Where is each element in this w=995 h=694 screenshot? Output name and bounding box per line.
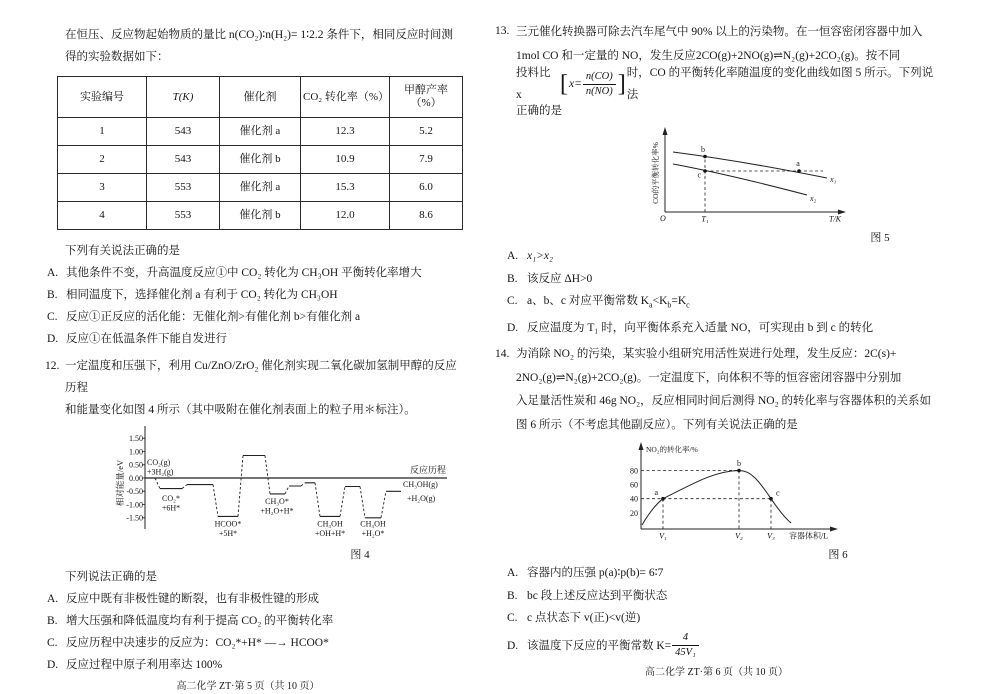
cell: 543: [147, 146, 220, 174]
cell: 12.3: [300, 118, 389, 146]
fig5-x-tick-t1: T₁: [701, 214, 709, 224]
fig4-label-start-2: +3H₂(g): [147, 467, 174, 477]
fig5-equilibrium-graph: [627, 124, 857, 224]
q13-option-d: [489, 317, 944, 340]
fig4-label-product-2: +H₂O(g): [407, 494, 436, 503]
fig5-point-a: [797, 169, 801, 173]
fig5-x-axis-label: T/K: [828, 214, 841, 224]
fig6-point-b: [737, 469, 741, 473]
cell: 10.9: [300, 146, 389, 174]
table-row: [58, 118, 463, 146]
cell: 7.9: [390, 146, 463, 174]
question-13: [489, 20, 944, 122]
option-text: 反应历程中决速步的反应为：CO₂*+H* —→ HCOO*: [66, 637, 329, 649]
fig5-label-x2: x₂: [810, 194, 817, 203]
fig6-point-a: [661, 497, 665, 501]
fraction-numerator: n(CO): [583, 71, 616, 85]
q13-line-2: 1mol CO 和一定量的 NO，发生反应2CO(g)+2NO(g)⇌N₂(g)+2CO₂(g)。按不同: [516, 50, 901, 62]
fig4-y-tick: -1.50: [126, 513, 143, 523]
option-text: 相同温度下，选择催化剂 a 有利于 CO₂ 转化为 CH₃OH: [66, 289, 338, 301]
q14d-equilibrium-constant-fraction: [672, 632, 699, 659]
q11-option-c: [30, 306, 466, 328]
q12-option-b: [30, 610, 466, 632]
fig4-y-tick: 1.00: [129, 447, 143, 457]
table-row: [58, 146, 463, 174]
fig6-point-c: [769, 497, 773, 501]
q13-line-4: 正确的是: [516, 105, 562, 117]
fig4-y-axis-label: 相对能量/eV: [115, 459, 125, 507]
figure-6: [601, 439, 944, 562]
option-label: C.: [47, 311, 58, 323]
fig4-label-product-1: CH₃OH(g): [403, 480, 438, 489]
fig6-y-tick-20: 20: [630, 509, 638, 519]
fig5-label-c: c: [697, 170, 701, 180]
cell: 3: [58, 174, 147, 202]
question-14: [489, 343, 944, 437]
col-header: 实验编号: [58, 77, 147, 118]
fig4-y-tick: -0.50: [126, 487, 143, 496]
page-6-footer: 高二化学 ZT·第 6 页（共 10 页）: [644, 666, 789, 678]
q13-line-3: 投料比 x [ x= $\frac{n(CO)}{n(NO)}$ ] 时，CO 的平衡转化率随温度的变化曲线如图 5 所示。下列说法: [516, 68, 944, 100]
q12-option-a: [30, 588, 466, 610]
option-label: D.: [507, 639, 519, 652]
option-text: [527, 290, 690, 317]
intro-line-2: 得的实验数据如下：: [65, 51, 169, 63]
option-label: A.: [507, 567, 519, 580]
q14-option-a: [489, 562, 944, 585]
fig4-energy-diagram: [110, 423, 450, 541]
fraction-denominator: n(NO): [585, 85, 613, 97]
col-header: CO₂ 转化率（%）: [300, 77, 389, 118]
option-label: A.: [47, 593, 59, 605]
fig4-label-co2ads-1: CO₂*: [162, 494, 180, 503]
option-label: B.: [507, 272, 518, 285]
fig6-x-axis-label: 容器体积/L: [789, 531, 829, 541]
fig4-label-hcoo-2: +5H*: [218, 529, 238, 538]
q11-option-b: [30, 284, 466, 306]
fig4-y-tick: -1.00: [126, 500, 143, 510]
fig6-label-b: b: [737, 459, 741, 469]
option-text: 反应过程中原子利用率达 100%: [66, 659, 223, 671]
question-number: 14.: [495, 348, 510, 361]
fig4-y-tick: 0.00: [129, 473, 143, 483]
fig5-origin: O: [660, 214, 666, 223]
option-label: A.: [507, 250, 519, 262]
q13-line3-pre: 投料比 x: [516, 67, 551, 101]
option-label: D.: [507, 321, 519, 334]
cell: 553: [147, 202, 220, 230]
q14-line-2: 2NO₂(g)⇌N₂(g)+2CO₂(g)。一定温度下，向体积不等的恒容密闭容器中分别加: [516, 371, 902, 384]
fig6-conversion-graph: [601, 439, 851, 541]
experiment-data-table: [57, 76, 463, 230]
fig6-x-tick-v2: V₂: [735, 531, 743, 541]
fig5-point-c: [703, 169, 707, 173]
table-header-row: [58, 77, 463, 118]
q12-option-c: [30, 632, 466, 654]
col-header: 甲醇产率（%）: [390, 77, 463, 118]
table-row: [58, 202, 463, 230]
question-number: 13.: [495, 25, 510, 37]
q13-option-c: [489, 290, 944, 317]
cell: 1: [58, 118, 147, 146]
fig4-label-ch3oh-oh-1: CH₃OH: [317, 519, 343, 529]
q11-option-a: [30, 262, 466, 284]
q14-option-c: [489, 607, 944, 630]
fig6-y-arrow: [639, 442, 644, 450]
fig4-label-hcoo-1: HCOO*: [214, 519, 242, 529]
fig5-curve-x1: [673, 152, 827, 178]
option-label: B.: [507, 589, 518, 602]
fig6-dashed-guides: [641, 471, 771, 530]
fig4-label-co2ads-2: +6H*: [161, 503, 181, 513]
option-label: B.: [47, 289, 58, 301]
question-11-intro: [30, 24, 466, 68]
option-text: 增大压强和降低温度均有利于提高 CO₂ 的平衡转化率: [66, 615, 334, 627]
q12-line-2: 和能量变化如图 4 所示（其中吸附在催化剂表面上的粒子用＊标注）。: [65, 404, 416, 416]
fig4-label-ch3o-2: +H₂O+H*: [260, 506, 294, 516]
q14-option-d: [489, 630, 944, 662]
fig6-caption: 图 6: [828, 549, 848, 562]
cell: 553: [147, 174, 220, 202]
fig5-y-arrow: [663, 127, 668, 135]
q14-line-3: 入足量活性炭和 46g NO₂，反应相同时间后测得 NO₂ 的转化率与容器体积的关系如: [516, 395, 931, 408]
option-text: x₁>x₂: [527, 250, 553, 262]
cell: 催化剂 a: [219, 174, 300, 202]
q11-option-d: [30, 328, 466, 350]
q13-feed-ratio-fraction: [583, 71, 616, 98]
q13-x-equals: x=: [569, 78, 582, 90]
q13c-mid-2: =K: [671, 295, 687, 307]
fig6-x-tick-v3: V₃: [767, 531, 775, 541]
fraction-denominator: 45V₁: [675, 647, 696, 659]
fig5-label-x1: x₁: [830, 175, 837, 184]
cell: 催化剂 b: [219, 146, 300, 174]
cell: 催化剂 a: [219, 118, 300, 146]
fig6-y-tick-60: 60: [630, 480, 638, 490]
fig4-y-tick: 0.50: [129, 460, 143, 470]
fig6-y-tick-40: 40: [630, 494, 638, 504]
fig6-y-tick-80: 80: [630, 466, 638, 476]
q13-option-a: [489, 245, 944, 268]
option-text: [527, 630, 700, 662]
fig4-x-axis-label: 反应历程: [409, 465, 446, 475]
cell: 4: [58, 202, 147, 230]
option-text: 该反应 ΔH>0: [527, 272, 593, 285]
option-label: C.: [47, 637, 58, 649]
option-text: 反应温度为 T₁ 时，向平衡体系充入适量 NO，可实现由 b 到 c 的转化: [527, 321, 874, 334]
fig5-caption: 图 5: [870, 232, 890, 244]
table-row: [58, 174, 463, 202]
option-text: 其他条件不变，升高温度反应①中 CO₂ 转化为 CH₃OH 平衡转化率增大: [66, 267, 422, 279]
cell: 催化剂 b: [219, 202, 300, 230]
cell: 6.0: [390, 174, 463, 202]
fig4-caption: 图 4: [350, 549, 370, 561]
fig5-y-axis-label: CO的平衡转化率%: [651, 142, 660, 204]
q13c-pre: a、b、c 对应平衡常数 K: [527, 295, 650, 307]
q13-line3-post: 时，CO 的平衡转化率随温度的变化曲线如图 5 所示。下列说法: [626, 67, 934, 101]
fig4-label-ch3oh-h2o-1: CH₃OH: [360, 519, 386, 529]
question-12: [30, 355, 466, 421]
question-number: 12.: [45, 360, 60, 372]
q12-option-d: [30, 654, 466, 676]
option-label: A.: [47, 267, 59, 279]
q12-line-1: 一定温度和压强下，利用 Cu/ZnO/ZrO₂ 催化剂实现二氧化碳加氢制甲醇的反应历程: [65, 360, 457, 394]
q13c-sub-c: c: [686, 300, 690, 310]
figure-4: [110, 423, 466, 562]
option-text: 反应①正反应的活化能：无催化剂>有催化剂 b>有催化剂 a: [66, 311, 361, 323]
fig6-x-arrow: [830, 527, 838, 532]
col-header: 催化剂: [219, 77, 300, 118]
q14d-pre: 该温度下反应的平衡常数 K=: [527, 639, 672, 652]
option-label: D.: [47, 333, 59, 345]
option-text: 容器内的压强 p(a)∶p(b)= 6∶7: [527, 567, 664, 580]
cell: 543: [147, 118, 220, 146]
fig6-x-tick-v1: V₁: [659, 531, 667, 541]
fig5-curve-x2: [673, 164, 807, 195]
q13-line-1: 三元催化转换器可除去汽车尾气中 90% 以上的污染物。在一恒容密闭容器中加入: [516, 26, 923, 38]
q14-option-b: [489, 585, 944, 608]
intro-line-1: 在恒压、反应物起始物质的量比 n(CO₂)∶n(H₂)= 1∶2.2 条件下，相同反应时间测: [65, 29, 453, 41]
option-label: C.: [507, 295, 518, 307]
fig6-y-axis-label: NO₂的转化率/%: [646, 445, 698, 455]
option-label: C.: [507, 612, 518, 625]
q12-stem: 下列说法正确的是: [65, 571, 157, 583]
cell: 15.3: [300, 174, 389, 202]
q13c-sub-b: b: [667, 300, 672, 310]
fig6-label-c: c: [776, 488, 780, 498]
option-label: D.: [47, 659, 59, 671]
q13c-mid-1: <K: [652, 295, 668, 307]
fig4-label-ch3oh-h2o-2: +H₂O*: [361, 529, 385, 538]
fig6-label-a: a: [654, 488, 658, 498]
cell: 12.0: [300, 202, 389, 230]
option-text: 反应①在低温条件下能自发进行: [66, 333, 227, 345]
q13c-sub-a: a: [649, 300, 653, 310]
page-6: [489, 20, 944, 680]
q13-option-b: [489, 268, 944, 291]
fraction-numerator: 4: [672, 632, 699, 646]
fig5-point-b: [703, 155, 707, 159]
option-text: c 点状态下 v(正)<v(逆): [527, 612, 641, 625]
fig4-label-ch3oh-oh-2: +OH+H*: [314, 529, 346, 538]
fig4-y-tick: 1.50: [129, 434, 143, 443]
option-text: 反应中既有非极性键的断裂，也有非极性键的形成: [66, 593, 319, 605]
page-5-footer: 高二化学 ZT·第 5 页（共 10 页）: [176, 681, 320, 692]
q11-stem: 下列有关说法正确的是: [65, 245, 180, 257]
page-5: [30, 24, 466, 694]
cell: 8.6: [390, 202, 463, 230]
fig5-label-a: a: [796, 159, 800, 168]
option-label: B.: [47, 615, 58, 627]
cell: 2: [58, 146, 147, 174]
col-header: T(K): [147, 77, 220, 118]
fig5-label-b: b: [701, 145, 705, 154]
q14-line-4: 图 6 所示（不考虑其他副反应）。下列有关说法正确的是: [516, 418, 798, 431]
cell: 5.2: [390, 118, 463, 146]
fig4-label-ch3o-1: CH₃O*: [265, 497, 289, 506]
option-text: bc 段上述反应达到平衡状态: [527, 589, 668, 602]
q14-line-1: 为消除 NO₂ 的污染，某实验小组研究用活性炭进行处理，发生反应：2C(s)+: [516, 348, 897, 361]
figure-5: [627, 124, 944, 245]
fig4-label-start-1: CO₂(g): [147, 458, 171, 467]
